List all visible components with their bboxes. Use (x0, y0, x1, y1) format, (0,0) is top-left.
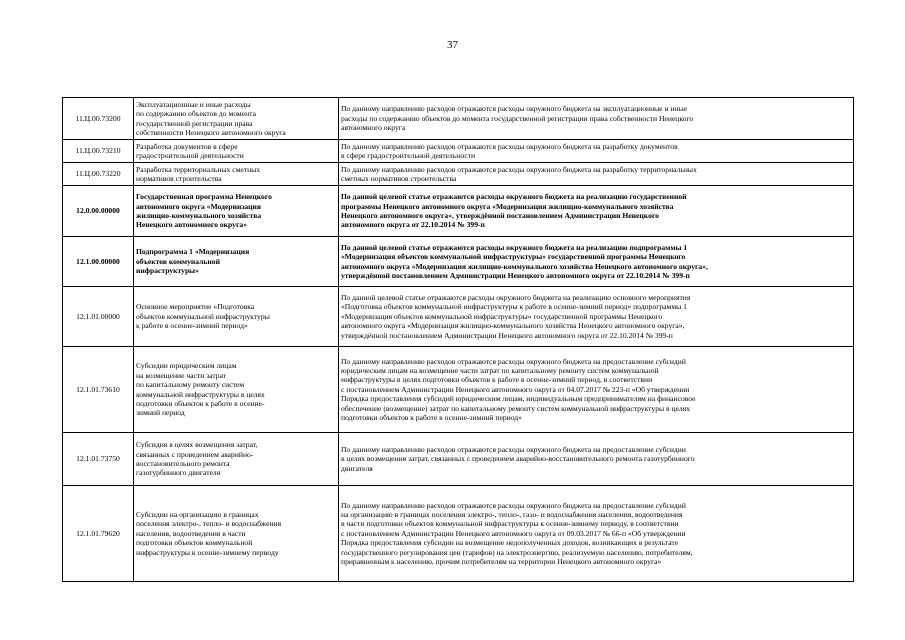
row-name-cell-line: Ненецкого автономного округа» (136, 220, 248, 230)
row-description-cell-line: По данному направлению расходов отражаются расходы окружного бюджета на предоставление субсидии (341, 444, 686, 454)
row-code-cell: 12.0.00.00000 (63, 186, 134, 237)
row-description-cell-line: на организацию в границах поселения электро-, тепло-, газо- и водоснабжения населения, водоотведения (341, 509, 683, 519)
row-description-cell-line: двигателя (341, 463, 373, 473)
row-description-cell (339, 186, 854, 237)
row-name-cell-line: автономного округа «Модернизация (136, 201, 262, 211)
row-description-cell-line: По данной целевой статье отражаются расходы окружного бюджета на реализацию основного мероприятия (341, 292, 691, 302)
row-name-cell (134, 287, 339, 347)
row-name-cell-line: подготовки объектов коммунальной (136, 538, 253, 548)
table-row (63, 287, 854, 347)
row-code-cell: 11.Ц.00.73210 (63, 140, 134, 163)
row-name-cell-line: объектов коммунальной инфраструктуры (136, 311, 270, 321)
row-description-cell-line: в сфере градостроительной деятельности (341, 151, 476, 160)
row-description-cell-line: обеспечение (возмещение) затрат по капитальному ремонту систем коммунальной инфраструктуры в целях (341, 403, 690, 413)
row-description-cell-line: автономного округа «Модернизация жилищно-коммунального хозяйства Ненецкого автономного округа», (341, 261, 708, 271)
row-description-cell-line: По данной целевой статье отражаются расходы окружного бюджета на реализацию подпрограммы 1 (341, 242, 688, 252)
row-description-cell-line: «Модернизация объектов коммунальной инфраструктуры» государственной программы Ненецкого (341, 252, 686, 262)
table-row (63, 237, 854, 287)
row-description-cell-line: утверждённой постановлением Администрации Ненецкого автономного округа от 22.10.2014 № 399-п (341, 330, 673, 340)
row-code-cell: 12.1.01.00000 (63, 287, 134, 347)
table-row (63, 98, 854, 140)
row-name-cell-line: инфраструктуры к осенне-зимнему периоду (136, 547, 279, 557)
row-description-cell-line: Порядка предоставления субсидий юридическим лицам, индивидуальным предпринимателям на финансовое (341, 394, 696, 404)
row-description-cell (339, 433, 854, 486)
table-row (63, 186, 854, 237)
row-name-cell-line: Государственная программа Ненецкого (136, 192, 272, 202)
row-description-cell-line: Ненецкого автономного округа», утверждённой постановлением Администрации Ненецкого (341, 211, 659, 220)
row-name-cell-line: восстановительного ремонта (136, 459, 230, 468)
row-name-cell (134, 347, 339, 433)
row-name-cell-line: объектов коммунальной (136, 256, 220, 266)
row-description-cell (339, 237, 854, 287)
row-name-cell (134, 98, 339, 140)
table-row (63, 347, 854, 433)
row-description-cell-line: автономного округа от 22.10.2014 № 399-п (341, 220, 485, 230)
row-name-cell-line: инфраструктуры» (136, 266, 199, 276)
row-name-cell-line: коммунальной инфраструктуры в целях (136, 389, 265, 399)
row-description-cell-line: По данному направлению расходов отражаются расходы окружного бюджета на эксплуатационные и иные (341, 104, 688, 114)
row-description-cell-line: По данному направлению расходов отражаются расходы окружного бюджета на разработку документов (341, 141, 678, 151)
row-description-cell (339, 486, 854, 582)
budget-classification-table (62, 97, 854, 582)
row-description-cell (339, 140, 854, 163)
row-description-cell-line: По данной целевой статье отражаются расходы окружного бюджета на реализацию государственной (341, 192, 687, 202)
row-name-cell (134, 186, 339, 237)
row-description-cell (339, 163, 854, 186)
row-description-cell-line: расходы по содержанию объектов до момента государственной регистрации права собственности Ненецкого (341, 113, 694, 123)
page-number: 37 (447, 39, 458, 51)
row-description-cell-line: юридическим лицам на возмещение части затрат по капитальному ремонту систем коммунальной (341, 365, 659, 375)
row-description-cell-line: приравненным к населению, прочим потребителям на территории Ненецкого автономного округа» (341, 557, 662, 567)
row-description-cell-line: По данному направлению расходов отражаются расходы окружного бюджета на предоставление субсидий (341, 500, 686, 510)
row-name-cell-line: жилищно-коммунального хозяйства (136, 211, 262, 220)
row-name-cell-line: поселения электро-, тепло- и водоснабжения (136, 519, 282, 529)
row-code-cell: 11.Ц.00.73200 (63, 98, 134, 140)
row-name-cell-line: нормативов строительства (136, 174, 222, 183)
row-name-cell-line: Подпрограмма 1 «Модернизация (136, 247, 250, 257)
row-name-cell (134, 140, 339, 163)
row-name-cell-line: по капитальному ремонту систем (136, 380, 245, 390)
row-description-cell-line: с постановлением Администрации Ненецкого автономного округа от 04.07.2017 № 223-п «Об утверждении (341, 384, 690, 394)
row-description-cell-line: инфраструктуры в целях подготовки объектов к работе в осенне-зимний период, в соответствии (341, 375, 653, 385)
row-name-cell-line: населения, водоотведения в части (136, 528, 246, 538)
row-description-cell (339, 287, 854, 347)
row-description-cell-line: программы Ненецкого автономного округа «Модернизация жилищно-коммунального хозяйства (341, 201, 674, 211)
row-name-cell-line: Разработка территориальных сметных (136, 164, 261, 174)
row-name-cell-line: зимний период (136, 408, 185, 418)
table-row (63, 486, 854, 582)
table-row (63, 140, 854, 163)
row-name-cell-line: собственности Ненецкого автономного округа (136, 127, 286, 137)
row-name-cell-line: на возмещение части затрат (136, 370, 227, 380)
row-code-cell: 12.1.01.73610 (63, 347, 134, 433)
table-row (63, 433, 854, 486)
row-code-cell: 12.1.01.73750 (63, 433, 134, 486)
row-code-cell: 11.Ц.00.73220 (63, 163, 134, 186)
row-description-cell-line: автономного округа «Модернизация жилищно-коммунального хозяйства Ненецкого автономного округа», (341, 321, 685, 331)
row-description-cell-line: с постановлением Администрации Ненецкого автономного округа от 09.03.2017 № 66-п «Об утверждении (341, 528, 686, 538)
row-description-cell-line: сметных нормативов строительства (341, 174, 457, 183)
row-name-cell-line: подготовки объектов к работе в осенне- (136, 398, 265, 408)
row-description-cell-line: утверждённой постановлением Администрации Ненецкого автономного округа от 22.10.2014 № 399-п (341, 270, 690, 280)
row-name-cell-line: Эксплуатационные и иные расходы (136, 99, 251, 109)
row-description-cell-line: государственного регулирования цен (тарифов) на электроэнергию, реализуемую населению, потребителям, (341, 547, 693, 557)
row-description-cell-line: «Подготовка объектов коммунальной инфраструктуры к работе в осенне-зимний период» подпрограммы 1 (341, 302, 687, 312)
row-name-cell-line: Субсидия в целях возмещения затрат, (136, 440, 258, 450)
row-description-cell (339, 98, 854, 140)
row-name-cell-line: связанных с проведением аварийно- (136, 449, 254, 459)
row-description-cell-line: Порядка предоставления субсидии на возмещение недополученных доходов, возникающих в результате (341, 538, 679, 548)
row-name-cell-line: газотурбинного двигателя (136, 468, 221, 478)
row-name-cell (134, 433, 339, 486)
row-name-cell-line: Субсидии на организацию в границах (136, 509, 259, 519)
row-description-cell-line: в части подготовки объектов коммунальной инфраструктуры к осенне-зимнему периоду, в соответствии (341, 519, 679, 529)
row-name-cell (134, 237, 339, 287)
row-name-cell-line: Разработка документов в сфере (136, 141, 238, 151)
row-name-cell-line: Субсидии юридическим лицам (136, 361, 237, 371)
row-description-cell (339, 347, 854, 433)
row-name-cell-line: градостроительной деятельности (136, 151, 244, 160)
row-description-cell-line: подготовки объектов к работе в осенне-зимний период» (341, 413, 522, 423)
row-description-cell-line: По данному направлению расходов отражаются расходы окружного бюджета на предоставление субсидий (341, 356, 686, 366)
row-name-cell (134, 486, 339, 582)
row-name-cell (134, 163, 339, 186)
row-name-cell-line: к работе в осенне-зимний период» (136, 321, 248, 331)
row-description-cell-line: «Модернизация объектов коммунальной инфраструктуры» государственной программы Ненецкого (341, 311, 663, 321)
table-row (63, 163, 854, 186)
row-name-cell-line: государственной регистрации права (136, 118, 253, 128)
row-description-cell-line: По данному направлению расходов отражаются расходы окружного бюджета на разработку территориальных (341, 164, 697, 174)
row-code-cell: 12.1.00.00000 (63, 237, 134, 287)
row-code-cell: 12.1.01.79620 (63, 486, 134, 582)
row-name-cell-line: по содержанию объектов до момента (136, 109, 256, 119)
row-description-cell-line: в целях возмещения затрат, связанных с проведением аварийно-восстановительного ремонта газотурбинного (341, 454, 695, 464)
table-body (63, 98, 854, 582)
row-name-cell-line: Основное мероприятие «Подготовка (136, 302, 255, 312)
row-description-cell-line: автономного округа (341, 123, 406, 133)
